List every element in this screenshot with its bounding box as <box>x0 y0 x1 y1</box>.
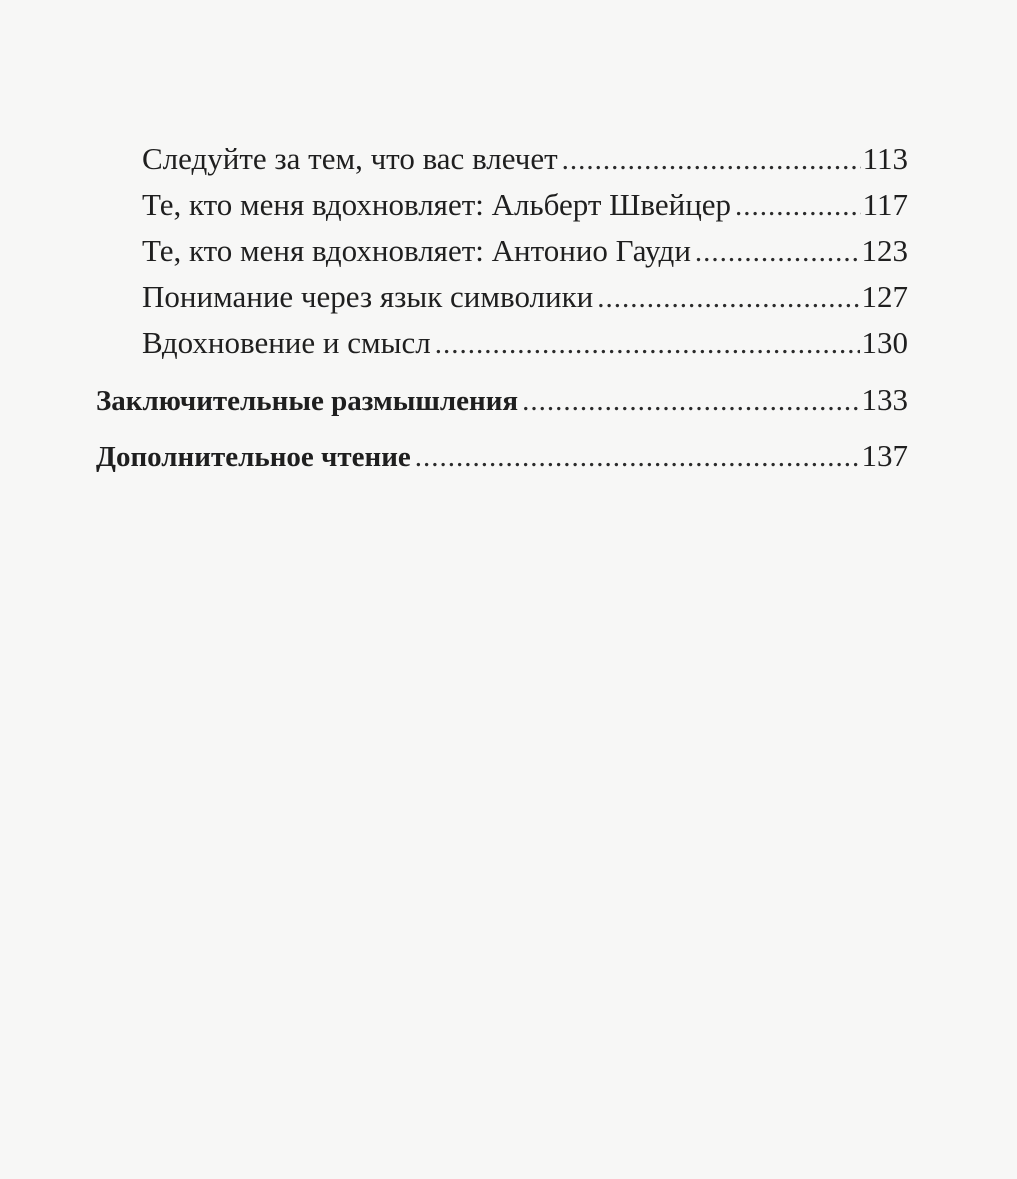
toc-entry-title: Те, кто меня вдохновляет: Антонио Гауди <box>142 233 691 268</box>
toc-dot-leader <box>415 429 860 485</box>
toc-entry <box>96 228 908 274</box>
toc-entry <box>96 320 908 366</box>
toc-entry-page: 133 <box>861 382 908 417</box>
toc-entry-title: Дополнительное чтение <box>96 441 411 473</box>
toc-dot-leader <box>562 137 861 183</box>
toc-dot-leader <box>435 321 860 367</box>
toc-entry-title: Следуйте за тем, что вас влечет <box>142 141 558 176</box>
toc-entry-title: Понимание через язык символики <box>142 279 594 314</box>
toc-dot-leader <box>597 275 859 321</box>
toc-entry-page: 130 <box>861 325 908 360</box>
toc-entry-title: Вдохновение и смысл <box>142 325 431 360</box>
toc-chapter-entry <box>96 372 908 428</box>
toc-entry-page: 137 <box>861 438 908 473</box>
toc-entry <box>96 274 908 320</box>
toc-entry <box>96 136 908 182</box>
table-of-contents <box>96 136 908 484</box>
toc-entry <box>96 182 908 228</box>
toc-entry-page: 123 <box>861 233 908 268</box>
toc-dot-leader <box>735 183 861 229</box>
toc-dot-leader <box>695 229 860 275</box>
toc-chapter-entry <box>96 428 908 484</box>
toc-entry-page: 117 <box>862 187 908 222</box>
toc-entry-page: 127 <box>861 279 908 314</box>
toc-entry-title: Те, кто меня вдохновляет: Альберт Швейцер <box>142 187 732 222</box>
toc-entry-title: Заключительные размышления <box>96 385 519 417</box>
toc-dot-leader <box>522 373 859 429</box>
toc-entry-page: 113 <box>862 141 908 176</box>
